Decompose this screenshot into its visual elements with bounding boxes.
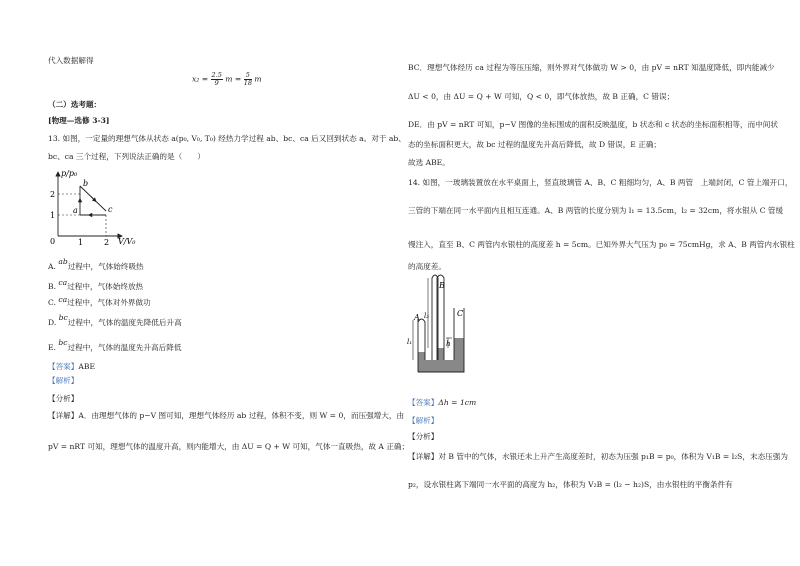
point-b: b [83, 179, 89, 188]
answer-line [48, 362, 95, 372]
q14-detail-line2: p₂，设水银柱离下端同一水平面的高度为 h₂，体积为 V₂B = (l₂ − h₂)S，由水银柱的平衡条件有 [408, 480, 733, 489]
label-l2: l₂ [424, 312, 430, 320]
origin-label: 0 [50, 237, 56, 246]
option-e-letter: E. [48, 343, 56, 352]
option-b-letter: B. [48, 282, 56, 291]
subsection-title: [物理—选修 3-3] [48, 116, 110, 125]
x2-mid: m = [225, 74, 242, 84]
q14-answer-value: Δh = 1cm [438, 398, 477, 407]
answer-value: ABE [78, 362, 95, 371]
de-line3: 故选 ABE。 [408, 158, 450, 167]
frac2-den: 18 [243, 79, 252, 87]
q14-line4: 的高度差。 [408, 262, 446, 271]
label-l1: l₁ [407, 338, 413, 346]
frac1-num: 2.5 [211, 71, 222, 79]
detail-line1: 【详解】A．由理想气体的 p−V 图可知，理想气体经历 ab 过程，体积不变，则 W = 0，而压强增大，由 [48, 411, 405, 420]
tube-diagram [404, 268, 474, 380]
y-tick-2: 2 [50, 190, 56, 199]
analysis-tag: 【解析】 [48, 376, 79, 385]
option-d-text: 过程中，气体的温度先降低后升高 [67, 318, 182, 327]
y-axis-label: p/p₀ [61, 169, 78, 178]
x-axis-label: V/V₀ [118, 237, 136, 246]
option-a-proc: ab [58, 257, 68, 266]
option-b[interactable] [48, 278, 144, 292]
q14-fenxi-tag: 【分析】 [408, 432, 439, 441]
x-tick-1: 1 [78, 238, 84, 247]
y-tick-1: 1 [50, 211, 56, 220]
q14-answer-line [408, 398, 476, 408]
tube-c-mercury [454, 338, 464, 360]
option-c[interactable] [48, 295, 151, 308]
label-h: h [446, 340, 451, 348]
option-a-letter: A. [48, 262, 56, 271]
section-title: （二）选考题： [48, 100, 102, 109]
option-d-proc: bc [58, 313, 68, 322]
option-c-proc: ca [58, 295, 68, 304]
fraction-1 [211, 72, 223, 87]
q14-line2: 三管的下端在同一水平面内且相互连通。A、B 两管的长度分别为 l₁ = 13.5cm，l₂ = 32cm，将水银从 C 管缓 [408, 206, 784, 215]
option-d[interactable] [48, 313, 182, 328]
option-d-letter: D. [48, 318, 57, 327]
mercury-base [418, 360, 464, 372]
q13-line2: bc、ca 三个过程，下列说法正确的是（ ） [48, 152, 205, 161]
substitute-text: 代入数据解得 [48, 56, 94, 65]
de-line1: DE．由 pV = nRT 可知，p−V 图像的坐标围成的面积反映温度，b 状态和 c 状态的坐标面积相等，而中间状 [408, 120, 778, 129]
option-e[interactable] [48, 338, 182, 353]
option-a[interactable] [48, 257, 144, 272]
frac2-num: 5 [244, 72, 252, 80]
option-b-text: 过程中，气体始终放热 [67, 282, 144, 291]
x2-lhs: x₂ = [192, 74, 209, 84]
point-c: c [108, 205, 113, 214]
q14-answer-tag: 【答案】 [408, 398, 439, 407]
bc-line1: BC．理想气体经历 ca 过程为等压压缩，则外界对气体做功 W > 0，由 pV = nRT 知温度降低，即内能减少 [408, 63, 775, 72]
point-a: a [73, 206, 78, 215]
x-tick-2: 2 [104, 238, 110, 247]
x2-unit: m [254, 74, 262, 84]
label-c: C [457, 309, 464, 318]
q13-line1: 13. 如图，一定量的理想气体从状态 a(p₀, V₀, T₀) 经热力学过程 ab、bc、ca 后又回到状态 a。对于 ab、 [48, 134, 406, 143]
option-c-letter: C. [48, 298, 56, 307]
tube-a-mercury [418, 352, 425, 360]
q14-detail-line1: 【详解】对 B 管中的气体，水银还未上升产生高度差时，初态为压强 p₁B = p₀，体积为 V₁B = l₂S，末态压强为 [408, 452, 788, 461]
x2-formula [192, 72, 262, 87]
fenxi-tag: 【分析】 [48, 394, 79, 403]
q14-line3: 慢注入，直至 B、C 两管内水银柱的高度差 h = 5cm。已知外界大气压为 p₀ = 75cmHg，求 A、B 两管内水银柱 [408, 240, 795, 249]
answer-tag: 【答案】 [48, 362, 79, 371]
de-line2: 态的坐标面积更大，故 bc 过程的温度先升高后降低，故 D 错误，E 正确； [408, 140, 662, 149]
q14-analysis-tag: 【解析】 [408, 416, 439, 425]
option-b-proc: ca [58, 278, 68, 287]
detail-line2: pV = nRT 可知，理想气体的温度升高，则内能增大，由 ΔU = Q + W 可知，气体一直吸热，故 A 正确； [48, 442, 410, 451]
label-a: A [414, 313, 420, 322]
option-c-text: 过程中，气体对外界做功 [67, 298, 151, 307]
q14-line1: 14. 如图，一玻璃装置放在水平桌面上，竖直玻璃管 A、B、C 粗细均匀，A、B 两管 上端封闭，C 管上端开口， [408, 178, 793, 187]
bc-line2: ΔU < 0，由 ΔU = Q + W 可知，Q < 0，即气体放热，故 B 正确，C 错误； [408, 92, 675, 101]
option-e-text: 过程中，气体的温度先升高后降低 [67, 343, 182, 352]
pv-graph [48, 166, 148, 248]
fraction-2 [244, 72, 252, 87]
option-e-proc: bc [58, 338, 68, 347]
frac1-den: 9 [214, 79, 219, 87]
option-a-text: 过程中，气体始终吸热 [67, 262, 144, 271]
label-b: B [439, 281, 445, 290]
